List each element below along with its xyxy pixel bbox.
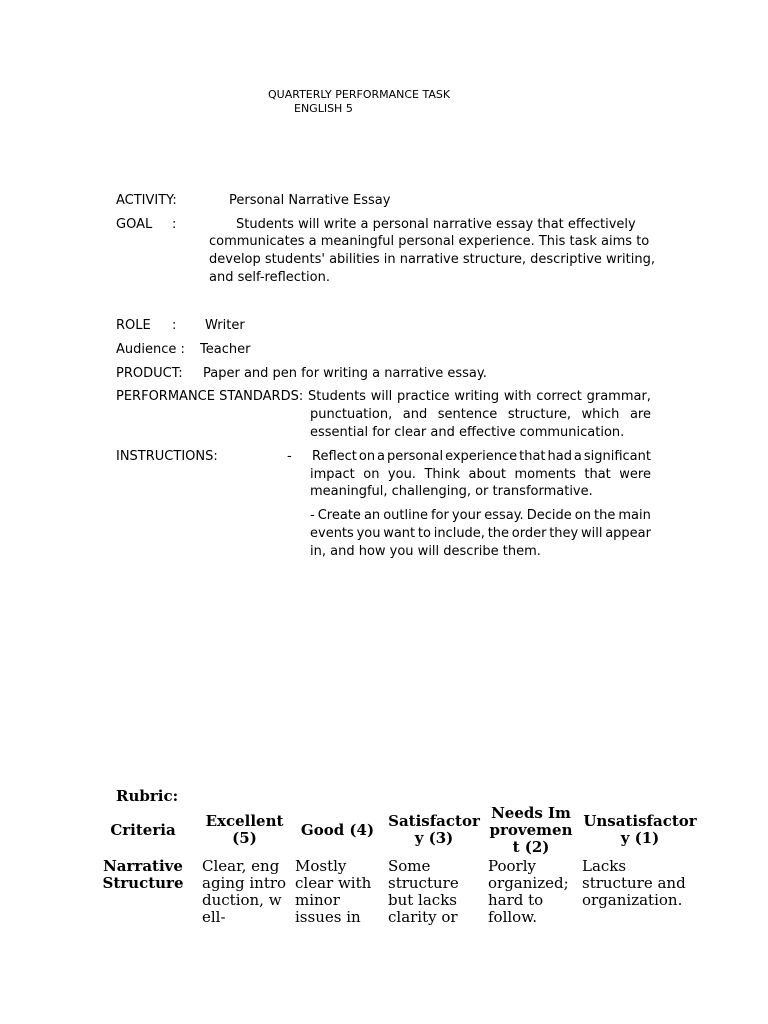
instruction-line: meaningful, challenging, or transformative. [310,484,593,499]
rubric-header-row [88,804,702,856]
performance-standards-label: PERFORMANCE STANDARDS: [116,389,304,404]
activity-label: ACTIVITY: [116,193,177,208]
instruction-line: Reflect on a personal experience that had a significant [312,449,651,464]
document-title: QUARTERLY PERFORMANCE TASK [268,88,451,101]
activity-value: Personal Narrative Essay [229,193,391,208]
rubric-header-criteria: Criteria [110,820,176,839]
rubric-header-excellent: Excellent (5) [205,812,284,847]
rubric-header-unsatisfactory: Unsatisfactory (1) [583,812,697,847]
instruction-line: in, and how you will describe them. [310,544,541,559]
rubric-cell-text: Poorly organized; hard to follow. [488,858,569,926]
table-row [88,856,702,926]
performance-standards-line: punctuation, and sentence structure, which are [310,407,651,422]
rubric-header-satisfactory: Satisfactory (3) [388,812,480,847]
rubric-cell [484,856,578,926]
rubric-header-needs-improvement: Needs Improvement (2) [489,803,573,856]
instructions-dash: - [287,449,292,464]
document-subtitle: ENGLISH 5 [294,102,353,115]
performance-standards-line: Students will practice writing with correct grammar, [308,389,651,404]
rubric-cell [198,856,291,926]
rubric-cell-text: Some structure but lacks clarity or [388,858,459,926]
goal-line: communicates a meaningful personal experience. This task aims to [209,234,650,249]
rubric-cell [291,856,384,926]
product-value: Paper and pen for writing a narrative essay. [203,366,487,381]
role-value: Writer [205,318,245,333]
goal-line: develop students' abilities in narrative structure, descriptive writing, [209,252,655,267]
instruction-line: - Create an outline for your essay. Decide on the main [310,508,651,523]
product-label: PRODUCT: [116,366,183,381]
rubric-criterion: Narrative Structure [102,857,184,892]
goal-line: Students will write a personal narrative essay that effectively [236,217,636,232]
rubric-cell [384,856,484,926]
rubric-cell [578,856,702,926]
rubric-title: Rubric: [116,787,179,805]
rubric-cell-text: Clear, engaging introduction, well- [202,858,287,926]
goal-colon: : [172,217,177,232]
instruction-line: impact on you. Think about moments that were [310,467,651,482]
rubric-header-good: Good (4) [300,820,375,839]
role-colon: : [172,318,177,333]
role-label: ROLE [116,318,151,333]
rubric-table [88,804,702,926]
instruction-line: events you want to include, the order they will appear [310,526,651,541]
goal-label: GOAL [116,217,153,232]
instructions-label: INSTRUCTIONS: [116,449,218,464]
rubric-cell-text: Lacks structure and organization. [582,858,686,909]
goal-line: and self-reflection. [209,270,330,285]
performance-standards-line: essential for clear and effective communication. [310,425,625,440]
rubric-cell-text: Mostly clear with minor issues in [295,858,372,926]
audience-value: Teacher [200,342,251,357]
audience-label: Audience : [116,342,185,357]
